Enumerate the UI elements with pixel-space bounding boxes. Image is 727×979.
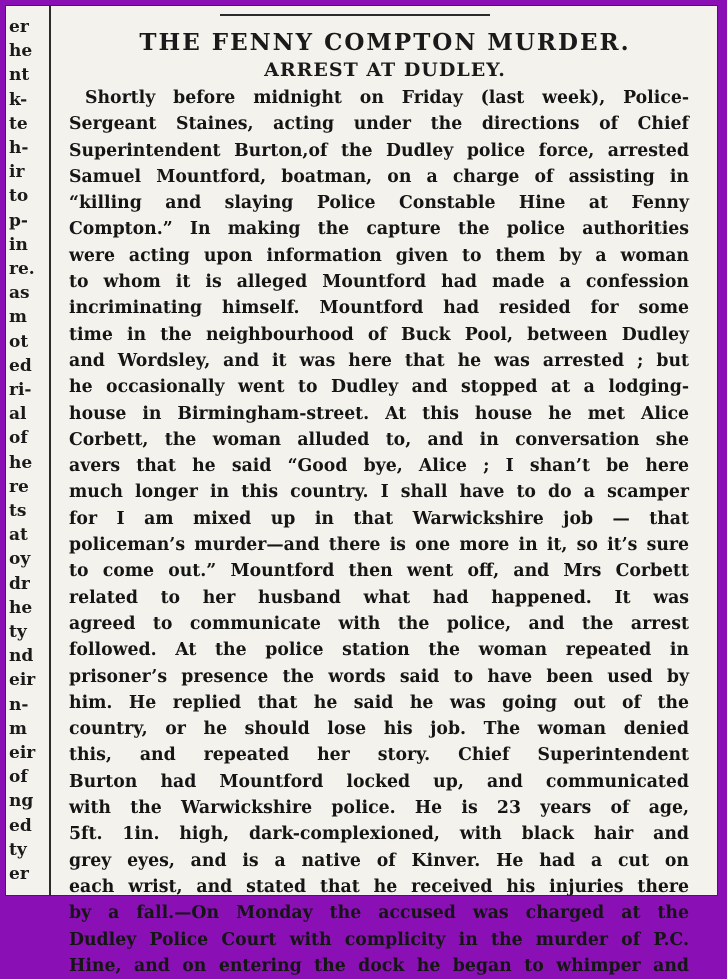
newspaper-clipping	[5, 5, 718, 976]
left-column-fragment: eir	[9, 743, 36, 763]
article-line: he occasionally went to Dudley and stopped at a lodging-	[69, 377, 689, 398]
article-line: each wrist, and stated that he received his injuries there	[69, 876, 689, 897]
article-line: and Wordsley, and it was here that he was arrested ; but	[69, 350, 689, 371]
article-line: Samuel Mountford, boatman, on a charge of assisting in	[69, 166, 689, 187]
left-column-fragment: al	[9, 404, 27, 425]
left-column-fragment: er	[9, 864, 29, 884]
column-divider	[49, 5, 51, 896]
article-line: time in the neighbourhood of Buck Pool, between Dudley	[69, 324, 689, 345]
article-line: Shortly before midnight on Friday (last week), Police-	[85, 88, 689, 108]
left-column-fragment: oy	[9, 549, 31, 570]
article-line: Corbett, the woman alluded to, and in conversation she	[69, 429, 689, 450]
article-line: Compton.” In making the capture the police authorities	[69, 219, 689, 240]
subheadline: ARREST AT DUDLEY.	[264, 59, 506, 81]
article-line: by a fall.—On Monday the accused was charged at the	[69, 903, 689, 924]
left-column-fragment: ed	[9, 815, 32, 836]
left-column-fragment: k-	[9, 89, 28, 110]
left-column-fragment: h-	[9, 138, 29, 158]
top-rule	[220, 14, 490, 16]
article-line: incriminating himself. Mountford had resided for some	[69, 298, 689, 319]
left-column-fragment: eir	[9, 670, 36, 691]
headline: THE FENNY COMPTON MURDER.	[139, 29, 631, 56]
left-column-fragment: m	[9, 307, 27, 328]
left-column-fragment: in	[9, 234, 28, 255]
left-column-fragment: n-	[9, 694, 29, 715]
left-column-fragment: ri-	[9, 380, 32, 400]
left-column-fragment: re.	[9, 259, 35, 279]
left-column-fragment: er	[9, 17, 29, 37]
article-line: for I am mixed up in that Warwickshire job — that	[69, 508, 689, 529]
article-line: avers that he said “Good bye, Alice ; I shan’t be here	[69, 456, 689, 477]
left-column-fragment: te	[9, 113, 28, 134]
article-line: Burton had Mountford locked up, and communicated	[69, 771, 689, 792]
left-column-fragment: ed	[9, 355, 32, 376]
article-line: him. He replied that he said he was going out of the	[69, 692, 689, 713]
article-line: Sergeant Staines, acting under the directions of Chief	[69, 114, 689, 135]
left-column-fragment: at	[9, 525, 28, 546]
left-column-fragment: nd	[9, 646, 34, 667]
left-column-fragment: as	[9, 283, 30, 304]
left-column-fragment: m	[9, 718, 27, 739]
adjacent-column-fragments	[5, 5, 41, 896]
article-line: prisoner’s presence the words said to have been used by	[69, 666, 689, 687]
article-line: Superintendent Burton,of the Dudley police force, arrested	[69, 140, 689, 161]
article-line: Hine, and on entering the dock he began to whimper and	[69, 955, 689, 976]
article-line: “killing and slaying Police Constable Hine at Fenny	[69, 193, 689, 214]
article-line: much longer in this country. I shall have to do a scamper	[69, 482, 689, 503]
left-column-fragment: nt	[9, 65, 30, 86]
article-line: to whom it is alleged Mountford had made a confession	[69, 272, 689, 293]
article-line: followed. At the police station the woman repeated in	[69, 640, 689, 661]
article-line: 5ft. 1in. high, dark-complexioned, with black hair and	[69, 824, 689, 845]
left-column-fragment: ts	[9, 501, 27, 521]
article-body	[69, 85, 689, 979]
left-column-fragment: p-	[9, 210, 28, 231]
article-line: related to her husband what had happened. It was	[69, 587, 689, 608]
left-column-fragment: to	[9, 186, 29, 207]
left-column-fragment: of	[9, 428, 28, 449]
left-column-fragment: re	[9, 476, 29, 497]
article-line: grey eyes, and is a native of Kinver. He had a cut on	[69, 850, 689, 871]
left-column-fragment: ng	[9, 791, 34, 812]
article-line: to come out.” Mountford then went off, and Mrs Corbett	[69, 561, 689, 582]
article-line: policeman’s murder—and there is one more in it, so it’s sure	[69, 535, 689, 556]
left-column-fragment: he	[9, 597, 33, 618]
article-line: this, and repeated her story. Chief Superintendent	[69, 745, 689, 766]
article-line: with the Warwickshire police. He is 23 years of age,	[69, 798, 689, 819]
left-column-fragment: he	[9, 41, 33, 62]
left-column-fragment: he	[9, 452, 33, 473]
left-column-fragment: ty	[9, 839, 27, 860]
article-line: agreed to communicate with the police, and the arrest	[69, 613, 689, 634]
left-column-fragment: ir	[9, 162, 25, 183]
left-column-fragment: ty	[9, 622, 27, 642]
article-line: house in Birmingham-street. At this house he met Alice	[69, 403, 689, 424]
article-line: country, or he should lose his job. The woman denied	[69, 719, 689, 740]
left-column-fragment: dr	[9, 573, 30, 594]
article-line: Dudley Police Court with complicity in the murder of P.C.	[69, 929, 689, 950]
left-column-fragment: of	[9, 767, 28, 788]
article-line: were acting upon information given to them by a woman	[69, 245, 689, 266]
left-column-fragment: ot	[9, 331, 29, 352]
